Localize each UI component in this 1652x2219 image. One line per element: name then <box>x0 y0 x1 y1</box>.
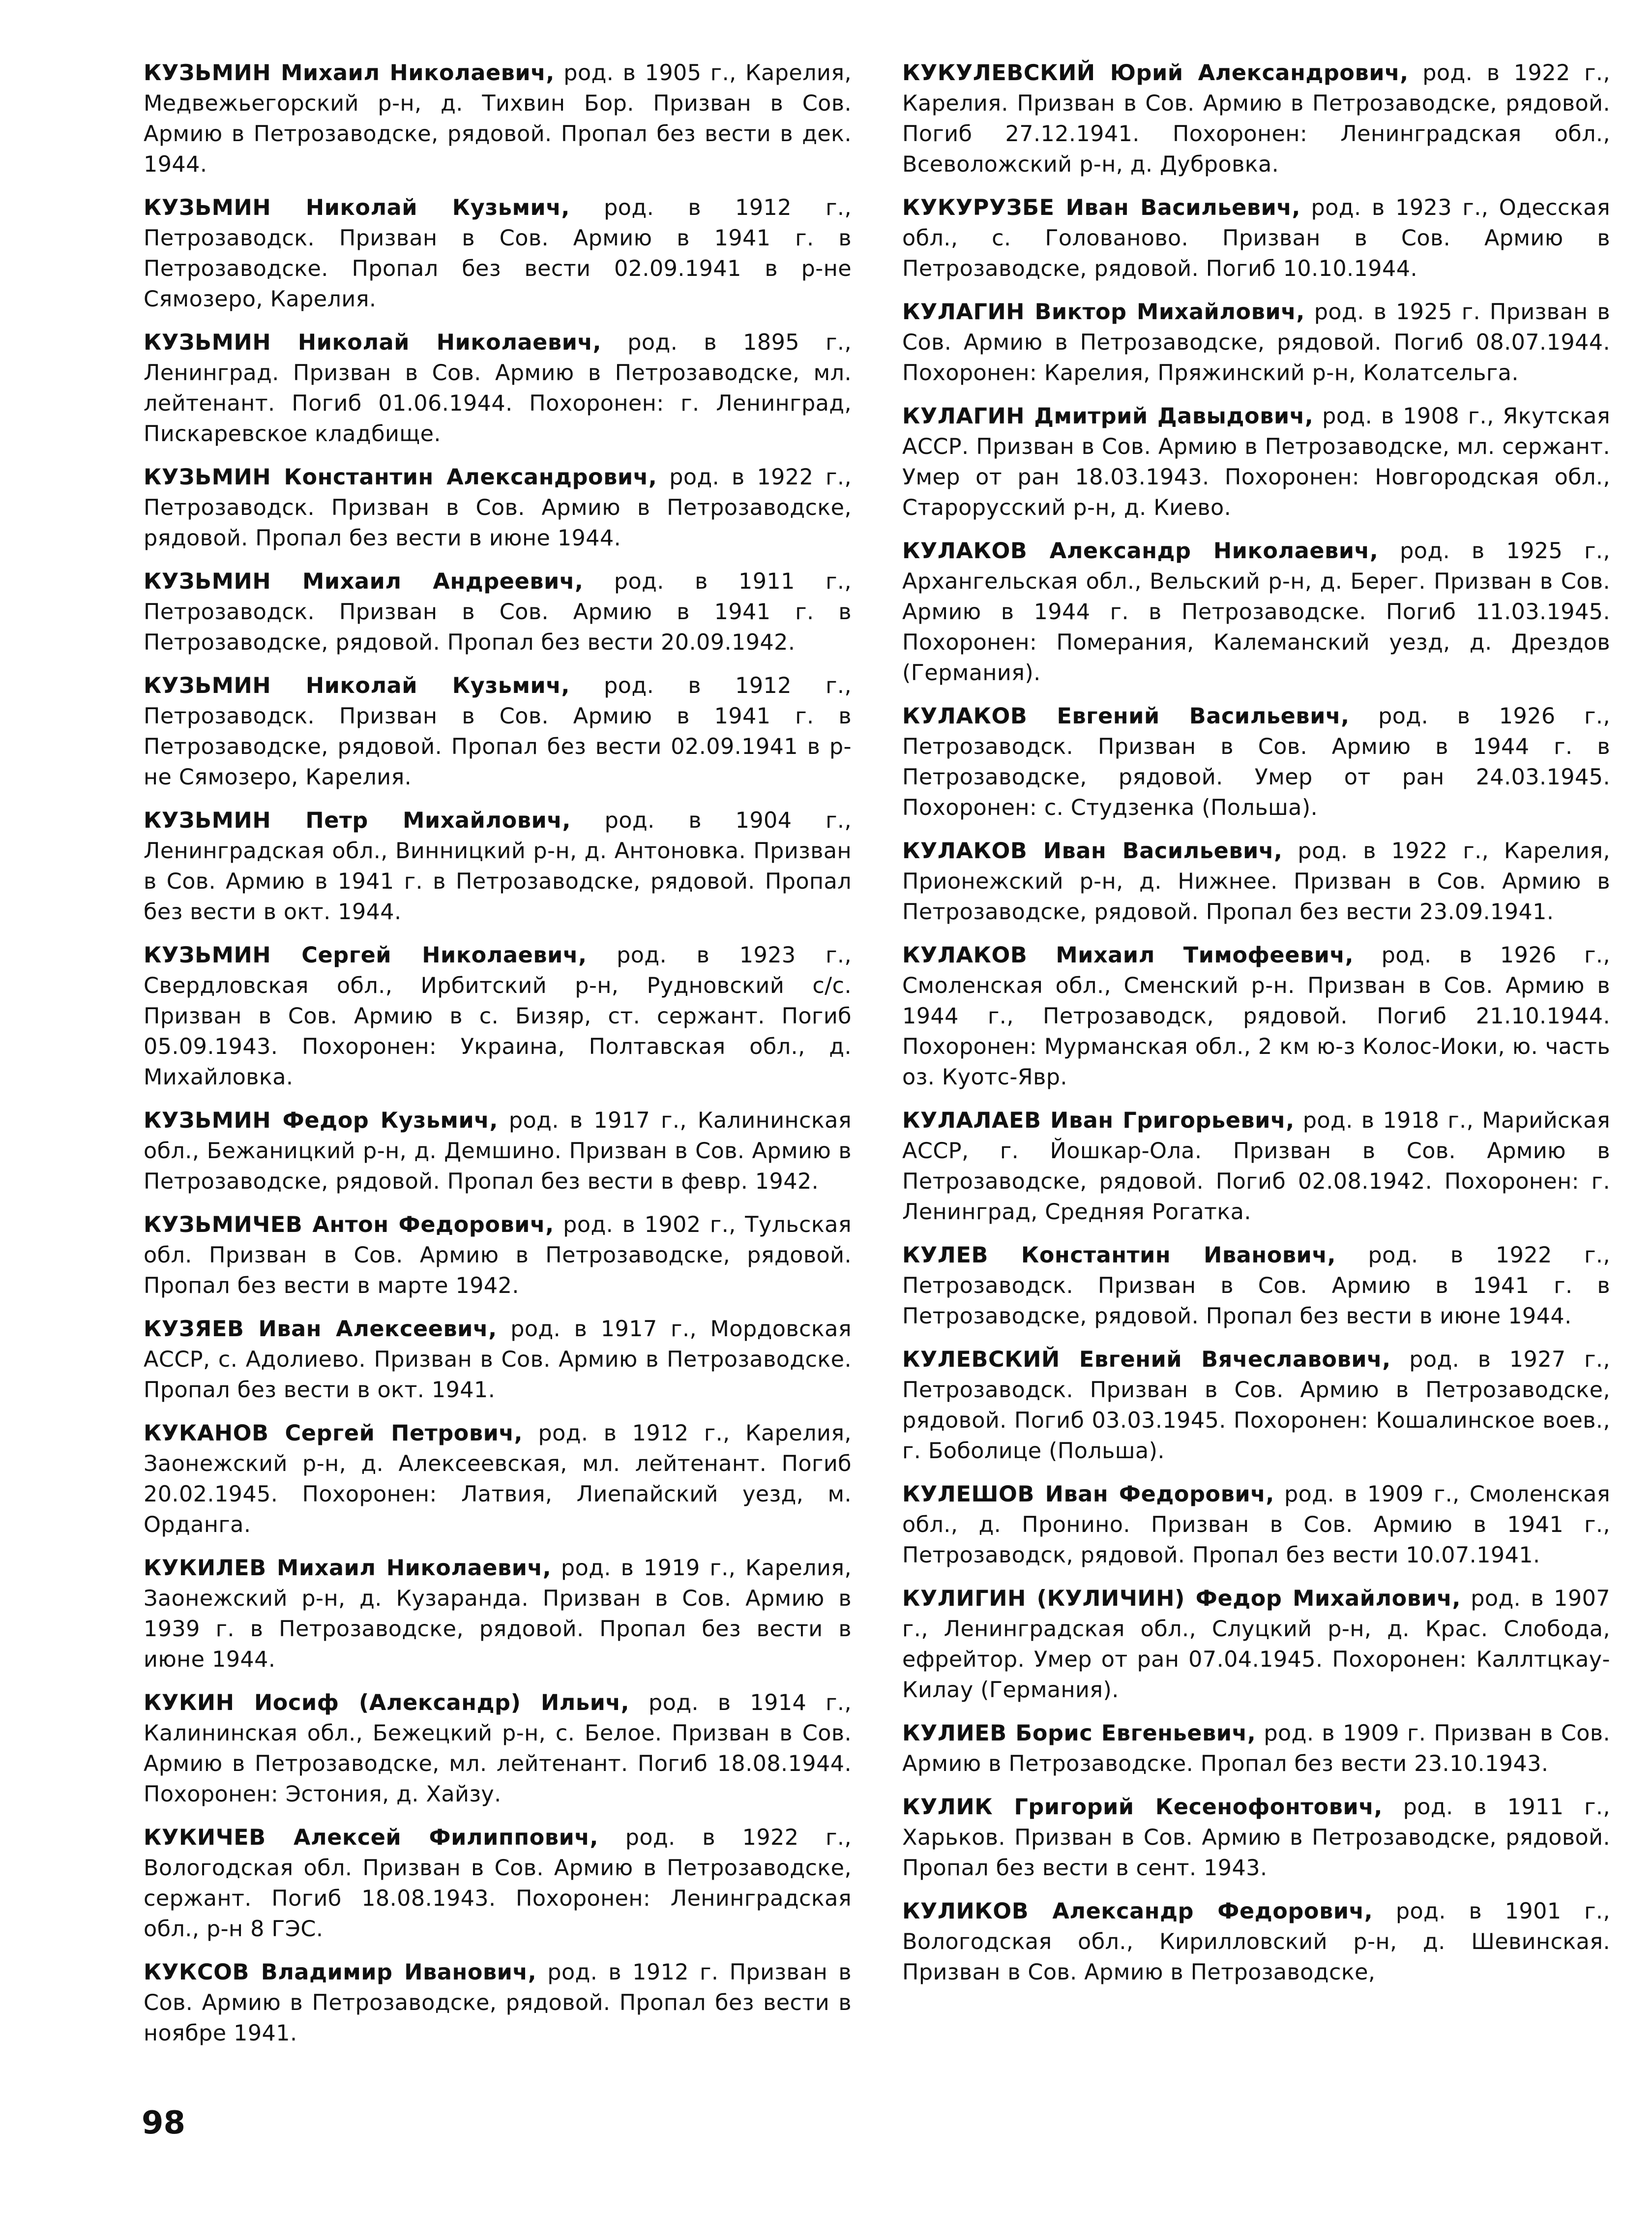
person-bio: род. в 1917 г., Мордовская АССР, с. Адолиево. Призван в Сов. Армию в Петрозаводске. Пропал без вести в окт. 1941. <box>144 1317 852 1403</box>
list-item <box>902 1718 1610 1779</box>
list-item <box>144 193 852 315</box>
person-name: КУЛАКОВ Евгений Васильевич, <box>902 704 1350 729</box>
list-item <box>902 701 1610 823</box>
person-name: КУЛАКОВ Александр Николаевич, <box>902 539 1379 564</box>
person-name: КУЛИК Григорий Кесенофонтович, <box>902 1795 1383 1820</box>
list-item <box>902 1792 1610 1884</box>
person-name: КУЛАКОВ Михаил Тимофеевич, <box>902 943 1354 968</box>
person-name: КУКСОВ Владимир Иванович, <box>144 1960 537 1985</box>
list-item <box>902 1106 1610 1228</box>
person-bio: род. в 1912 г., Карелия, Заонежский р-н, д. Алексеевская, мл. лейтенант. Погиб 20.02.1945. Похоронен: Латвия, Лиепайский уезд, м. Орданга. <box>144 1421 852 1537</box>
person-bio: род. в 1923 г., Одесская обл., с. Голованово. Призван в Сов. Армию в Петрозаводске, рядовой. Погиб 10.10.1944. <box>902 195 1610 281</box>
person-bio: род. в 1908 г., Якутская АССР. Призван в Сов. Армию в Петрозаводске, мл. сержант. Умер от ран 18.03.1943. Похоронен: Новгородская обл., Старорусский р-н, д. Киево. <box>902 404 1610 520</box>
list-item <box>144 462 852 554</box>
list-item <box>144 1314 852 1406</box>
list-item <box>144 1823 852 1945</box>
person-name: КУЛЕВ Константин Иванович, <box>902 1243 1336 1268</box>
list-item <box>902 58 1610 180</box>
person-bio: род. в 1927 г., Петрозаводск. Призван в Сов. Армию в Петрозаводске, рядовой. Погиб 03.03.1945. Похоронен: Кошалинское воев., г. Боболице (Польша). <box>902 1347 1610 1464</box>
person-name: КУКАНОВ Сергей Петрович, <box>144 1421 523 1446</box>
page-number: 98 <box>142 2105 186 2141</box>
list-item <box>144 328 852 450</box>
person-name: КУЛЕШОВ Иван Федорович, <box>902 1482 1274 1507</box>
list-item <box>144 567 852 658</box>
person-bio: род. в 1912 г., Петрозаводск. Призван в Сов. Армию в 1941 г. в Петрозаводске. Пропал без вести 02.09.1941 в р-не Сямозеро, Карелия. <box>144 195 852 312</box>
person-bio: род. в 1919 г., Карелия, Заонежский р-н, д. Кузаранда. Призван в Сов. Армию в 1939 г. в Петрозаводске, рядовой. Пропал без вести в июне 1944. <box>144 1556 852 1672</box>
list-item <box>144 671 852 793</box>
person-name: КУЗЬМИН Михаил Андреевич, <box>144 569 584 594</box>
person-bio: род. в 1904 г., Ленинградская обл., Винницкий р-н, д. Антоновка. Призван в Сов. Армию в 1941 г. в Петрозаводске, рядовой. Пропал без вести в окт. 1944. <box>144 808 852 925</box>
person-name: КУЛАЛАЕВ Иван Григорьевич, <box>902 1108 1295 1133</box>
person-name: КУЛЕВСКИЙ Евгений Вячеславович, <box>902 1347 1391 1372</box>
list-item <box>902 297 1610 389</box>
person-bio: род. в 1926 г., Смоленская обл., Сменский р-н. Призван в Сов. Армию в 1944 г., Петрозаводск, рядовой. Погиб 21.10.1944. Похоронен: Мурманская обл., 2 км ю-з Колос-Иоки, ю. часть оз. Куотс-Явр. <box>902 943 1610 1090</box>
person-bio: род. в 1922 г., Петрозаводск. Призван в Сов. Армию в Петрозаводске, рядовой. Пропал без вести в июне 1944. <box>144 465 852 551</box>
person-bio: род. в 1895 г., Ленинград. Призван в Сов. Армию в Петрозаводске, мл. лейтенант. Погиб 01.06.1944. Похоронен: г. Ленинград, Пискаревское кладбище. <box>144 330 852 447</box>
person-bio: род. в 1914 г., Калининская обл., Бежецкий р-н, с. Белое. Призван в Сов. Армию в Петрозаводске, мл. лейтенант. Погиб 18.08.1944. Похоронен: Эстония, д. Хайзу. <box>144 1690 852 1807</box>
person-bio: род. в 1912 г., Петрозаводск. Призван в Сов. Армию в 1941 г. в Петрозаводске, рядовой. Пропал без вести 02.09.1941 в р-не Сямозеро, Карелия. <box>144 673 852 790</box>
right-column <box>902 58 1610 2001</box>
list-item <box>902 1896 1610 1988</box>
person-bio: род. в 1912 г. Призван в Сов. Армию в Петрозаводске, рядовой. Пропал без вести в ноябре 1941. <box>144 1960 852 2046</box>
person-bio: род. в 1925 г. Призван в Сов. Армию в Петрозаводске, рядовой. Погиб 08.07.1944. Похоронен: Карелия, Пряжинский р-н, Колатсельга. <box>902 300 1610 386</box>
list-item <box>902 1584 1610 1706</box>
person-bio: род. в 1922 г., Карелия, Прионежский р-н, д. Нижнее. Призван в Сов. Армию в Петрозаводске, рядовой. Пропал без вести 23.09.1941. <box>902 839 1610 925</box>
list-item <box>144 1106 852 1197</box>
person-bio: род. в 1922 г., Карелия. Призван в Сов. Армию в Петрозаводске, рядовой. Погиб 27.12.1941. Похоронен: Ленинградская обл., Всеволожский р-н, д. Дубровка. <box>902 60 1610 177</box>
person-name: КУКИЛЕВ Михаил Николаевич, <box>144 1556 552 1581</box>
list-item <box>144 806 852 928</box>
list-item <box>144 1210 852 1301</box>
person-name: КУЗЬМИН Николай Николаевич, <box>144 330 602 355</box>
person-name: КУКУРУЗБЕ Иван Васильевич, <box>902 195 1301 220</box>
person-name: КУЛИГИН (КУЛИЧИН) Федор Михайлович, <box>902 1586 1461 1611</box>
person-bio: род. в 1909 г. Призван в Сов. Армию в Петрозаводске. Пропал без вести 23.10.1943. <box>902 1721 1610 1776</box>
list-item <box>902 940 1610 1093</box>
list-item <box>902 193 1610 284</box>
person-name: КУКУЛЕВСКИЙ Юрий Александрович, <box>902 60 1409 86</box>
list-item <box>144 1553 852 1675</box>
person-bio: род. в 1922 г., Петрозаводск. Призван в Сов. Армию в 1941 г. в Петрозаводске, рядовой. Пропал без вести в июне 1944. <box>902 1243 1610 1329</box>
list-item <box>902 1479 1610 1571</box>
person-bio: род. в 1926 г., Петрозаводск. Призван в Сов. Армию в 1944 г. в Петрозаводске, рядовой. Умер от ран 24.03.1945. Похоронен: с. Студзенка (Польша). <box>902 704 1610 820</box>
person-bio: род. в 1917 г., Калининская обл., Бежаницкий р-н, д. Демшино. Призван в Сов. Армию в Петрозаводске, рядовой. Пропал без вести в февр. 1942. <box>144 1108 852 1194</box>
person-name: КУЛАКОВ Иван Васильевич, <box>902 839 1283 864</box>
person-name: КУЗЬМИЧЕВ Антон Федорович, <box>144 1212 554 1237</box>
person-bio: род. в 1922 г., Вологодская обл. Призван в Сов. Армию в Петрозаводске, сержант. Погиб 18.08.1943. Похоронен: Ленинградская обл., р-н 8 ГЭС. <box>144 1825 852 1942</box>
person-name: КУЗЬМИН Сергей Николаевич, <box>144 943 587 968</box>
list-item <box>902 536 1610 689</box>
person-name: КУЗЬМИН Петр Михайлович, <box>144 808 571 833</box>
person-name: КУЛИКОВ Александр Федорович, <box>902 1899 1373 1924</box>
list-item <box>902 1345 1610 1467</box>
list-item <box>144 1688 852 1810</box>
person-bio: род. в 1909 г., Смоленская обл., д. Пронино. Призван в Сов. Армию в 1941 г., Петрозаводск, рядовой. Пропал без вести 10.07.1941. <box>902 1482 1610 1568</box>
person-name: КУЛИЕВ Борис Евгеньевич, <box>902 1721 1256 1746</box>
person-name: КУЛАГИН Дмитрий Давыдович, <box>902 404 1314 429</box>
list-item <box>902 836 1610 928</box>
list-item <box>144 58 852 180</box>
list-item <box>902 1240 1610 1332</box>
person-name: КУЗЬМИН Федор Кузьмич, <box>144 1108 498 1133</box>
person-name: КУКИН Иосиф (Александр) Ильич, <box>144 1690 630 1715</box>
list-item <box>144 940 852 1093</box>
person-name: КУЗЬМИН Николай Кузьмич, <box>144 673 570 698</box>
person-name: КУКИЧЕВ Алексей Филиппович, <box>144 1825 599 1850</box>
person-bio: род. в 1901 г., Вологодская обл., Кирилловский р-н, д. Шевинская. Призван в Сов. Армию в Петрозаводске, <box>902 1899 1610 1985</box>
person-bio: род. в 1905 г., Карелия, Медвежьегорский р-н, д. Тихвин Бор. Призван в Сов. Армию в Петрозаводске, рядовой. Пропал без вести в дек. 1944. <box>144 60 852 177</box>
person-name: КУЗЬМИН Николай Кузьмич, <box>144 195 570 220</box>
person-name: КУЗЬМИН Константин Александрович, <box>144 465 657 490</box>
person-bio: род. в 1911 г., Петрозаводск. Призван в Сов. Армию в 1941 г. в Петрозаводске, рядовой. Пропал без вести 20.09.1942. <box>144 569 852 655</box>
person-bio: род. в 1907 г., Ленинградская обл., Слуцкий р-н, д. Крас. Слобода, ефрейтор. Умер от ран 07.04.1945. Похоронен: Каллтцкау-Килау (Германия). <box>902 1586 1610 1703</box>
person-bio: род. в 1918 г., Марийская АССР, г. Йошкар-Ола. Призван в Сов. Армию в Петрозаводске, рядовой. Погиб 02.08.1942. Похоронен: г. Ленинград, Средняя Рогатка. <box>902 1108 1610 1225</box>
person-bio: род. в 1911 г., Харьков. Призван в Сов. Армию в Петрозаводске, рядовой. Пропал без вести в сент. 1943. <box>902 1795 1610 1881</box>
list-item <box>144 1957 852 2049</box>
list-item <box>902 401 1610 523</box>
person-name: КУЗЬМИН Михаил Николаевич, <box>144 60 555 86</box>
left-column <box>144 58 852 2062</box>
person-bio: род. в 1902 г., Тульская обл. Призван в Сов. Армию в Петрозаводске, рядовой. Пропал без вести в марте 1942. <box>144 1212 852 1298</box>
person-bio: род. в 1923 г., Свердловская обл., Ирбитский р-н, Рудновский с/с. Призван в Сов. Армию в с. Бизяр, ст. сержант. Погиб 05.09.1943. Похоронен: Украина, Полтавская обл., д. Михайловка. <box>144 943 852 1090</box>
person-bio: род. в 1925 г., Архангельская обл., Вельский р-н, д. Берег. Призван в Сов. Армию в 1944 г. в Петрозаводске. Погиб 11.03.1945. Похоронен: Померания, Калеманский уезд, д. Дрездов (Германия). <box>902 539 1610 686</box>
list-item <box>144 1418 852 1540</box>
person-name: КУЛАГИН Виктор Михайлович, <box>902 300 1305 325</box>
person-name: КУЗЯЕВ Иван Алексеевич, <box>144 1317 497 1342</box>
